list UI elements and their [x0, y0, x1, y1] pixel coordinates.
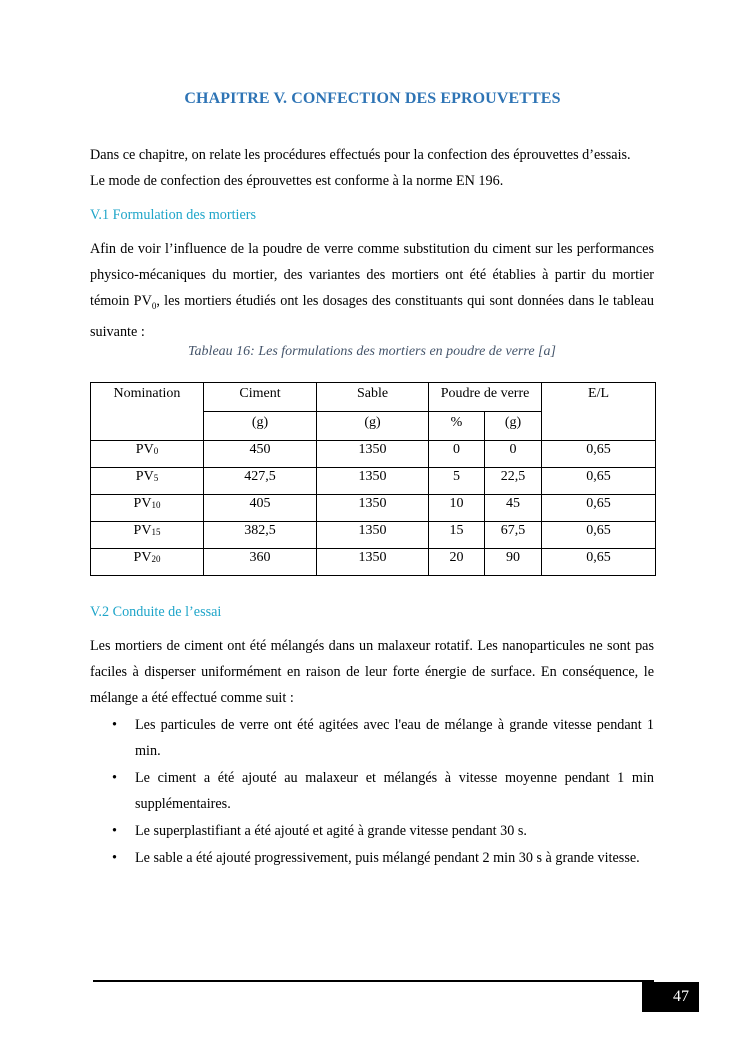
- cell-sable: 1350: [317, 495, 429, 522]
- steps-list: [90, 712, 654, 872]
- bullet-icon: •: [112, 850, 117, 866]
- step-text: Les particules de verre ont été agitées avec l'eau de mélange à grande vitesse pendant 1 min.: [135, 717, 654, 759]
- chapter-title: CHAPITRE V. CONFECTION DES EPROUVETTES: [184, 90, 561, 107]
- cell-sable: 1350: [317, 522, 429, 549]
- cell-ciment: 427,5: [204, 468, 317, 495]
- formulation-subscript: 0: [151, 300, 157, 311]
- cell-ciment: 405: [204, 495, 317, 522]
- cell-sable: 1350: [317, 441, 429, 468]
- conduite-paragraph: Les mortiers de ciment ont été mélangés dans un malaxeur rotatif. Les nanoparticules ne sont pas faciles à disperser uniformément en raison de leur forte énergie de surface. En conséquence, le mélange a été effectué comme suit :: [90, 638, 654, 706]
- table-header-row: [91, 383, 656, 412]
- cell-percent: 10: [429, 495, 485, 522]
- intro-line-2: Le mode de confection des éprouvettes est conforme à la norme EN 196.: [90, 173, 504, 189]
- formulation-text-a: Afin de voir l’influence de la poudre de verre comme substitution du ciment sur les performances physico-mécaniques du mortier, des variantes des mortiers ont été établies à partir du mortier témoin PV: [90, 241, 654, 309]
- list-item: [90, 712, 654, 764]
- list-item: [90, 845, 654, 871]
- header-poudre-de-verre: Poudre de verre: [429, 383, 542, 412]
- cell-ciment: 360: [204, 549, 317, 576]
- cell-poudre-g: 45: [485, 495, 542, 522]
- cell-nomination: $PV_{15}$: [91, 522, 204, 549]
- cell-nomination: $PV_{10}$: [91, 495, 204, 522]
- table-row: [91, 441, 656, 468]
- table-row: [91, 522, 656, 549]
- step-text: Le sable a été ajouté progressivement, puis mélangé pendant 2 min 30 s à grande vitesse.: [135, 850, 640, 866]
- cell-percent: 5: [429, 468, 485, 495]
- cell-poudre-g: 0: [485, 441, 542, 468]
- cell-poudre-g: 90: [485, 549, 542, 576]
- footer-divider: [93, 980, 654, 982]
- step-text: Le superplastifiant a été ajouté et agité à grande vitesse pendant 30 s.: [135, 823, 527, 839]
- unit-sable: (g): [317, 412, 429, 441]
- cell-ciment: 450: [204, 441, 317, 468]
- table-row: [91, 495, 656, 522]
- cell-el: 0,65: [542, 522, 656, 549]
- cell-el: 0,65: [542, 441, 656, 468]
- cell-percent: 20: [429, 549, 485, 576]
- formulations-table: [90, 382, 656, 576]
- unit-poudre-g: (g): [485, 412, 542, 441]
- header-ciment: Ciment: [204, 383, 317, 412]
- cell-percent: 15: [429, 522, 485, 549]
- header-el: E/L: [542, 383, 656, 441]
- intro-paragraph: [90, 142, 654, 194]
- formulation-paragraph: [90, 236, 654, 345]
- list-item: [90, 765, 654, 817]
- cell-nomination: $PV_5$: [91, 468, 204, 495]
- bullet-icon: •: [112, 823, 117, 839]
- table-row: [91, 549, 656, 576]
- cell-poudre-g: 22,5: [485, 468, 542, 495]
- intro-line-1: Dans ce chapitre, on relate les procédures effectués pour la confection des éprouvettes d’essais.: [90, 147, 631, 163]
- cell-el: 0,65: [542, 468, 656, 495]
- formulation-text-b: , les mortiers étudiés ont les dosages des constituants qui sont données dans le tableau suivante :: [90, 293, 654, 340]
- cell-nomination: $PV_{20}$: [91, 549, 204, 576]
- cell-nomination: $PV_0$: [91, 441, 204, 468]
- cell-sable: 1350: [317, 549, 429, 576]
- header-nomination: Nomination: [91, 383, 204, 441]
- step-text: Le ciment a été ajouté au malaxeur et mélangés à vitesse moyenne pendant 1 min supplémentaires.: [135, 770, 654, 812]
- cell-ciment: 382,5: [204, 522, 317, 549]
- unit-ciment: (g): [204, 412, 317, 441]
- bullet-icon: •: [112, 717, 117, 733]
- cell-el: 0,65: [542, 549, 656, 576]
- header-sable: Sable: [317, 383, 429, 412]
- page-number: 47: [642, 982, 699, 1012]
- unit-percent: %: [429, 412, 485, 441]
- cell-percent: 0: [429, 441, 485, 468]
- cell-el: 0,65: [542, 495, 656, 522]
- table-caption: Tableau 16: Les formulations des mortiers en poudre de verre [a]: [188, 344, 556, 359]
- section-heading-formulation: V.1 Formulation des mortiers: [90, 207, 257, 223]
- section-heading-conduite: V.2 Conduite de l’essai: [90, 604, 222, 620]
- cell-poudre-g: 67,5: [485, 522, 542, 549]
- bullet-icon: •: [112, 770, 117, 786]
- cell-sable: 1350: [317, 468, 429, 495]
- table-row: [91, 468, 656, 495]
- list-item: [90, 818, 654, 844]
